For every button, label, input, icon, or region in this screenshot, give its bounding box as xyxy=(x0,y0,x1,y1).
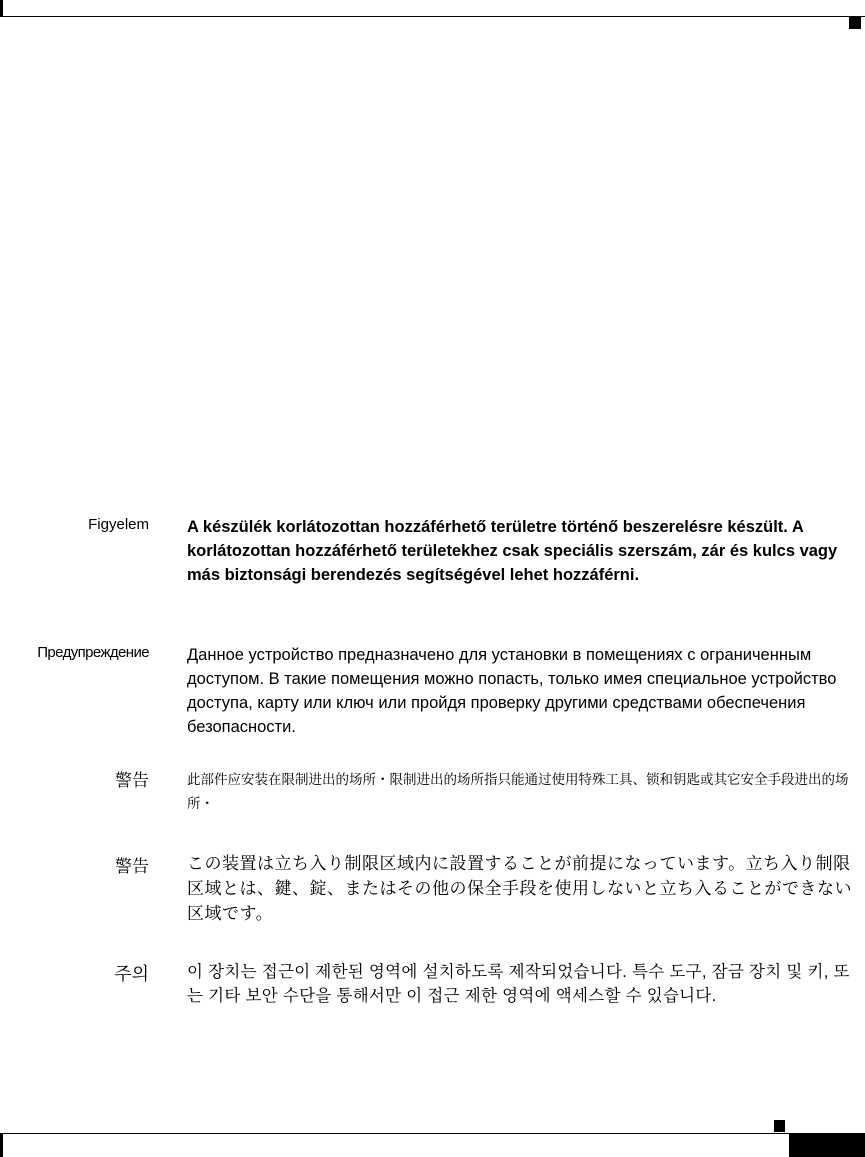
header-marker xyxy=(849,17,861,29)
footer-page-block xyxy=(789,1134,865,1157)
warning-label: 警告 xyxy=(115,771,149,790)
footer-marker xyxy=(774,1120,785,1132)
warning-text: A készülék korlátozottan hozzáférhető területre történő beszerelésre készült. A korlátozottan hozzáférhető területekhez csak speciális szerszám, zár és kulcs vagy más biztonsági berendezés segítségével lehet hozzáférni. xyxy=(187,518,838,584)
warning-text: Данное устройство предназначено для установки в помещениях с ограниченным доступом. В такие помещения можно попасть, только имея специальное устройство доступа, карту или ключ или пройдя проверку другими средствами обеспечения безопасности. xyxy=(187,646,837,736)
warning-text: 此部件应安装在限制进出的场所・限制进出的场所指只能通过使用特殊工具、锁和钥匙或其它安全手段进出的场所・ xyxy=(187,772,849,811)
header-left-tick xyxy=(0,0,3,17)
header-rule xyxy=(0,16,865,17)
warning-text: 이 장치는 접근이 제한된 영역에 설치하도록 제작되었습니다. 특수 도구, 잠금 장치 및 키, 또는 기타 보안 수단을 통해서만 이 접근 제한 영역에 액세스할 수 있습니다. xyxy=(187,963,850,1005)
warning-label: 警告 xyxy=(115,857,149,876)
warning-label: Предупреждение xyxy=(37,644,149,661)
footer-left-tick xyxy=(0,1133,3,1157)
warning-label: Figyelem xyxy=(88,516,149,533)
footer-rule xyxy=(0,1133,865,1134)
warning-label: 주의 xyxy=(114,964,149,984)
warning-text: この装置は立ち入り制限区域内に設置することが前提になっています。立ち入り制限区域とは、鍵、錠、またはその他の保全手段を使用しないと立ち入ることができない区域です。 xyxy=(187,854,852,923)
